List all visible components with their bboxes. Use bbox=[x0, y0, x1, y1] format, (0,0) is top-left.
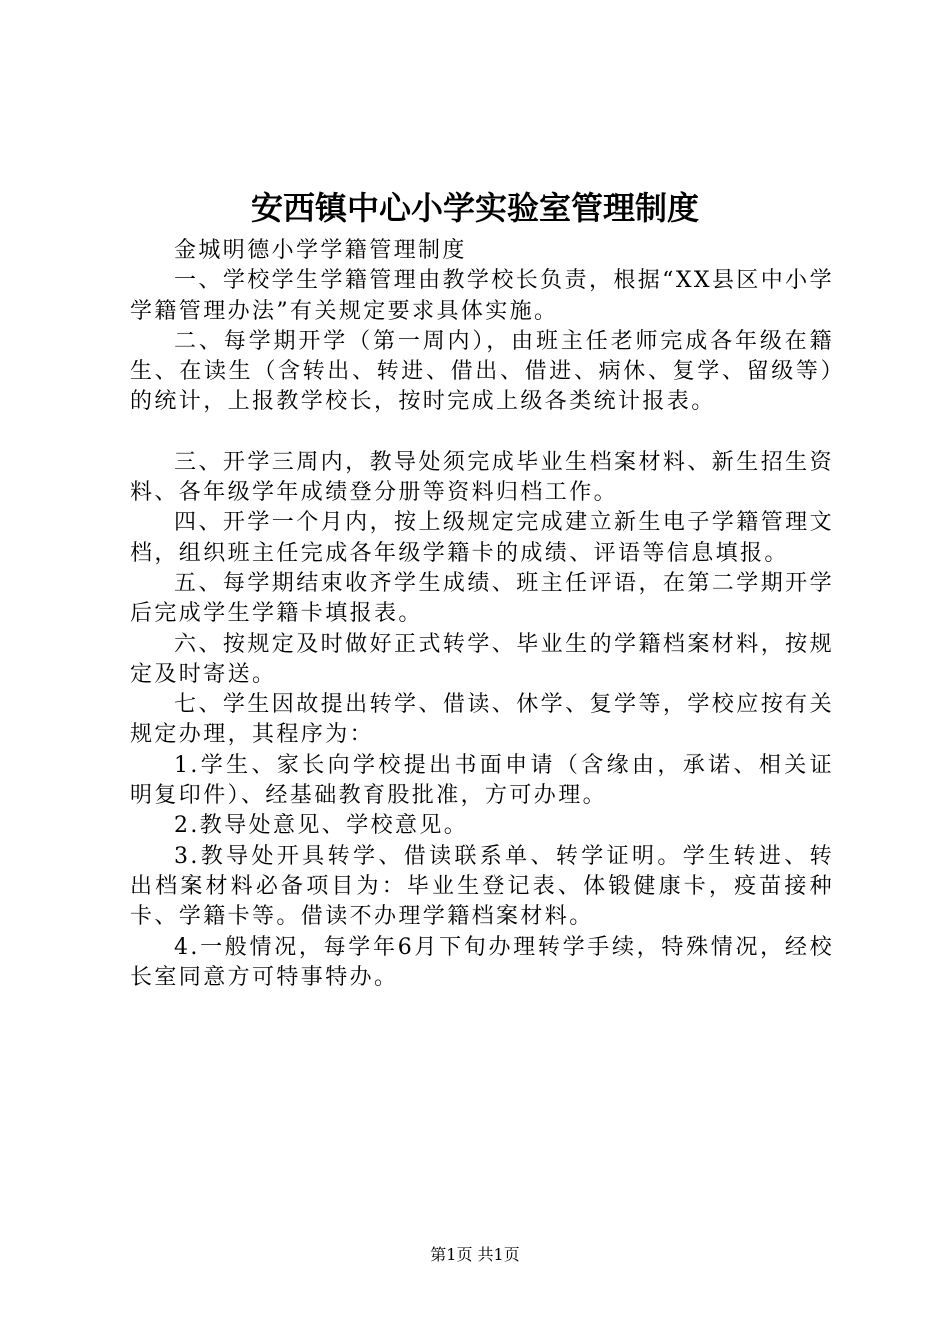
paragraph-item-3: 三、开学三周内，教导处须完成毕业生档案材料、新生招生资料、各年级学年成绩登分册等资料归档工作。 bbox=[130, 449, 834, 506]
procedure-step-4: 4.一般情况，每学年6月下旬办理转学手续，特殊情况，经校长室同意方可特事特办。 bbox=[130, 934, 834, 990]
document-body bbox=[130, 236, 834, 993]
procedure-step-1: 1.学生、家长向学校提出书面申请（含缘由，承诺、相关证明复印件）、经基础教育股批准，方可办理。 bbox=[130, 752, 834, 809]
paragraph-item-2: 二、每学期开学（第一周内），由班主任老师完成各年级在籍生、在读生（含转出、转进、借出、借进、病休、复学、留级等）的统计，上报教学校长，按时完成上级各类统计报表。 bbox=[130, 328, 834, 415]
paragraph-item-4: 四、开学一个月内，按上级规定完成建立新生电子学籍管理文档，组织班主任完成各年级学籍卡的成绩、评语等信息填报。 bbox=[130, 510, 834, 566]
page-footer: 第1页 共1页 bbox=[430, 1245, 520, 1264]
procedure-step-3: 3.教导处开具转学、借读联系单、转学证明。学生转进、转出档案材料必备项目为：毕业生登记表、体锻健康卡，疫苗接种卡、学籍卡等。借读不办理学籍档案材料。 bbox=[130, 843, 834, 930]
paragraph-item-7: 七、学生因故提出转学、借读、休学、复学等，学校应按有关规定办理，其程序为： bbox=[130, 692, 834, 748]
document-title: 安西镇中心小学实验室管理制度 bbox=[250, 189, 699, 227]
paragraph-subtitle: 金城明德小学学籍管理制度 bbox=[174, 238, 467, 263]
paragraph-item-1: 一、学校学生学籍管理由教学校长负责，根据“XX县区中小学学籍管理办法”有关规定要求具体实施。 bbox=[130, 268, 834, 324]
paragraph-item-5: 五、每学期结束收齐学生成绩、班主任评语，在第二学期开学后完成学生学籍卡填报表。 bbox=[130, 570, 834, 627]
paragraph-item-6: 六、按规定及时做好正式转学、毕业生的学籍档案材料，按规定及时寄送。 bbox=[130, 631, 834, 687]
procedure-step-2: 2.教导处意见、学校意见。 bbox=[174, 813, 469, 839]
